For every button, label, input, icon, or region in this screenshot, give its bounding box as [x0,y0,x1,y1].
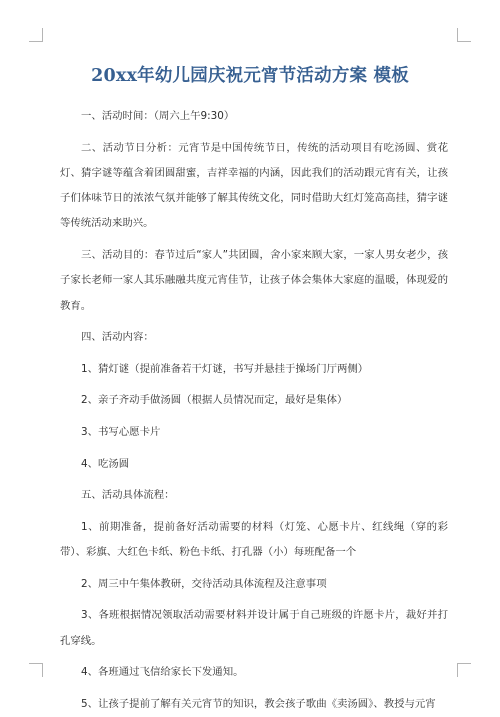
paragraph-festival-analysis: 二、活动节日分析：元宵节是中国传统节日，传统的活动项目有吃汤圆、赏花灯、猜字谜等蕴含着团圆甜蜜，吉祥幸福的内涵，因此我们的活动跟元宵有关，让孩子们体味节日的浓浓气氛并能够了解其传统文化，同时借助大红灯笼高高挂，猜字谜等传统活动来助兴。 [60,141,448,230]
paragraph-content-item-3: 3、书写心愿卡片 [81,426,161,439]
paragraph-process-step-1: 1、前期准备，提前备好活动需要的材料（灯笼、心愿卡片、红线绳（穿的彩带）、彩旗、大红色卡纸、粉色卡纸、打孔器（小）每班配备一个 [60,520,448,559]
paragraph-activity-time: 一、活动时间：（周六上午9:30） [81,110,235,122]
document-body [60,104,448,717]
paragraph-process-step-4: 4、各班通过飞信给家长下发通知。 [81,666,244,679]
document-title: 20xx年幼儿园庆祝元宵节活动方案 模板 [91,66,409,86]
paragraph-activity-content-heading: 四、活动内容： [81,331,154,344]
paragraph-process-heading: 五、活动具体流程： [81,489,175,502]
crop-mark-bottom-right [457,663,471,677]
paragraph-content-item-4: 4、吃汤圆 [81,457,130,470]
crop-mark-top-left [29,28,43,42]
crop-mark-bottom-left [29,663,43,677]
paragraph-process-step-3: 3、各班根据情况领取活动需要材料并设计属于自己班级的许愿卡片，裁好并打孔穿线。 [60,609,448,647]
paragraph-process-step-5: 5、让孩子提前了解有关元宵节的知识，教会孩子歌曲《卖汤圆》、教授与元宵 [81,697,436,710]
paragraph-content-item-1: 1、猜灯谜（提前准备若干灯谜，书写并悬挂于操场门厅两侧） [81,362,369,375]
crop-mark-top-right [457,28,471,42]
paragraph-process-step-2: 2、周三中午集体教研，交待活动具体流程及注意事项 [81,577,327,590]
paragraph-activity-purpose: 三、活动目的：春节过后“家人”共团圆，舍小家来顾大家，一家人男女老少，孩子家长老师一家人其乐融融共度元宵佳节，让孩子体会集体大家庭的温暖，体现爱的教育。 [60,249,448,312]
paragraph-content-item-2: 2、亲子齐动手做汤圆（根据人员情况而定，最好是集体） [81,394,348,407]
